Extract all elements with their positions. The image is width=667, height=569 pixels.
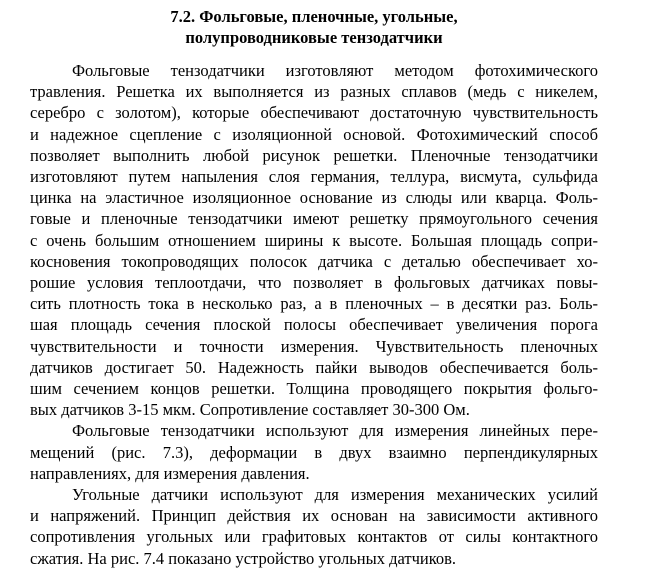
text-line: цинка на эластичное изоляционное основание из слюды или кварца. Фоль- bbox=[30, 188, 598, 208]
text-line: мещений (рис. 7.3), деформации в двух взаимно перпендикулярных bbox=[30, 442, 598, 462]
text-line: и напряжений. Принцип действия их основан на зависимости активного bbox=[30, 506, 598, 526]
text-line: сжатия. На рис. 7.4 показано устройство угольных датчиков. bbox=[30, 548, 457, 568]
text-line: чувствительности и точности измерения. Чувствительность пленочных bbox=[30, 336, 598, 356]
text-line: позволяет выполнить любой рисунок решетки. Пленочные тензодатчики bbox=[30, 145, 598, 165]
text-line: и надежное сцепление с изоляционной основой. Фотохимический способ bbox=[30, 124, 598, 144]
section-heading-line-1: 7.2. Фольговые, пленочные, угольные, bbox=[170, 7, 458, 26]
text-line: косновения токопроводящих полосок датчика с деталью обеспечивает хо- bbox=[30, 251, 598, 271]
text-line: датчиков достигает 50. Надежность пайки выводов обеспечивается боль- bbox=[30, 357, 598, 377]
text-line: сопротивления угольных или графитовых контактов от силы контактного bbox=[30, 527, 598, 547]
text-line: Фольговые тензодатчики используют для измерения линейных пере- bbox=[72, 421, 598, 441]
paragraph-foil-sensors bbox=[30, 60, 598, 420]
text-line: рошие условия теплоотдачи, что позволяет в фольговых датчиках повы- bbox=[30, 273, 598, 293]
document-page bbox=[30, 6, 598, 569]
paragraph-carbon-sensors bbox=[30, 484, 598, 569]
text-line: направлениях, для измерения давления. bbox=[30, 463, 310, 483]
text-line: серебро с золотом), которые обеспечивают достаточную чувствительность bbox=[30, 103, 598, 123]
text-line: шая площадь сечения плоской полосы обеспечивает увеличения порога bbox=[30, 315, 598, 335]
text-line: сить плотность тока в несколько раз, а в пленочных – в десятки раз. Боль- bbox=[30, 294, 598, 314]
text-line: травления. Решетка их выполняется из разных сплавов (медь с никелем, bbox=[30, 82, 598, 102]
section-heading-line-2: полупроводниковые тензодатчики bbox=[185, 28, 443, 47]
text-line: с очень большим отношением ширины к высоте. Большая площадь сопри- bbox=[30, 230, 598, 250]
paragraph-foil-applications bbox=[30, 420, 598, 484]
text-line: изготовляют путем напыления слоя германия, теллура, висмута, сульфида bbox=[30, 167, 598, 187]
text-line: шим сечением концов решетки. Толщина проводящего покрытия фольго- bbox=[30, 379, 598, 399]
section-heading bbox=[30, 6, 598, 48]
text-line: говые и пленочные тензодатчики имеют решетку прямоугольного сечения bbox=[30, 209, 598, 229]
text-line: Фольговые тензодатчики изготовляют методом фотохимического bbox=[72, 61, 598, 80]
text-line: вых датчиков 3-15 мкм. Сопротивление составляет 30-300 Ом. bbox=[30, 400, 470, 420]
text-line: Угольные датчики используют для измерения механических усилий bbox=[72, 485, 598, 505]
